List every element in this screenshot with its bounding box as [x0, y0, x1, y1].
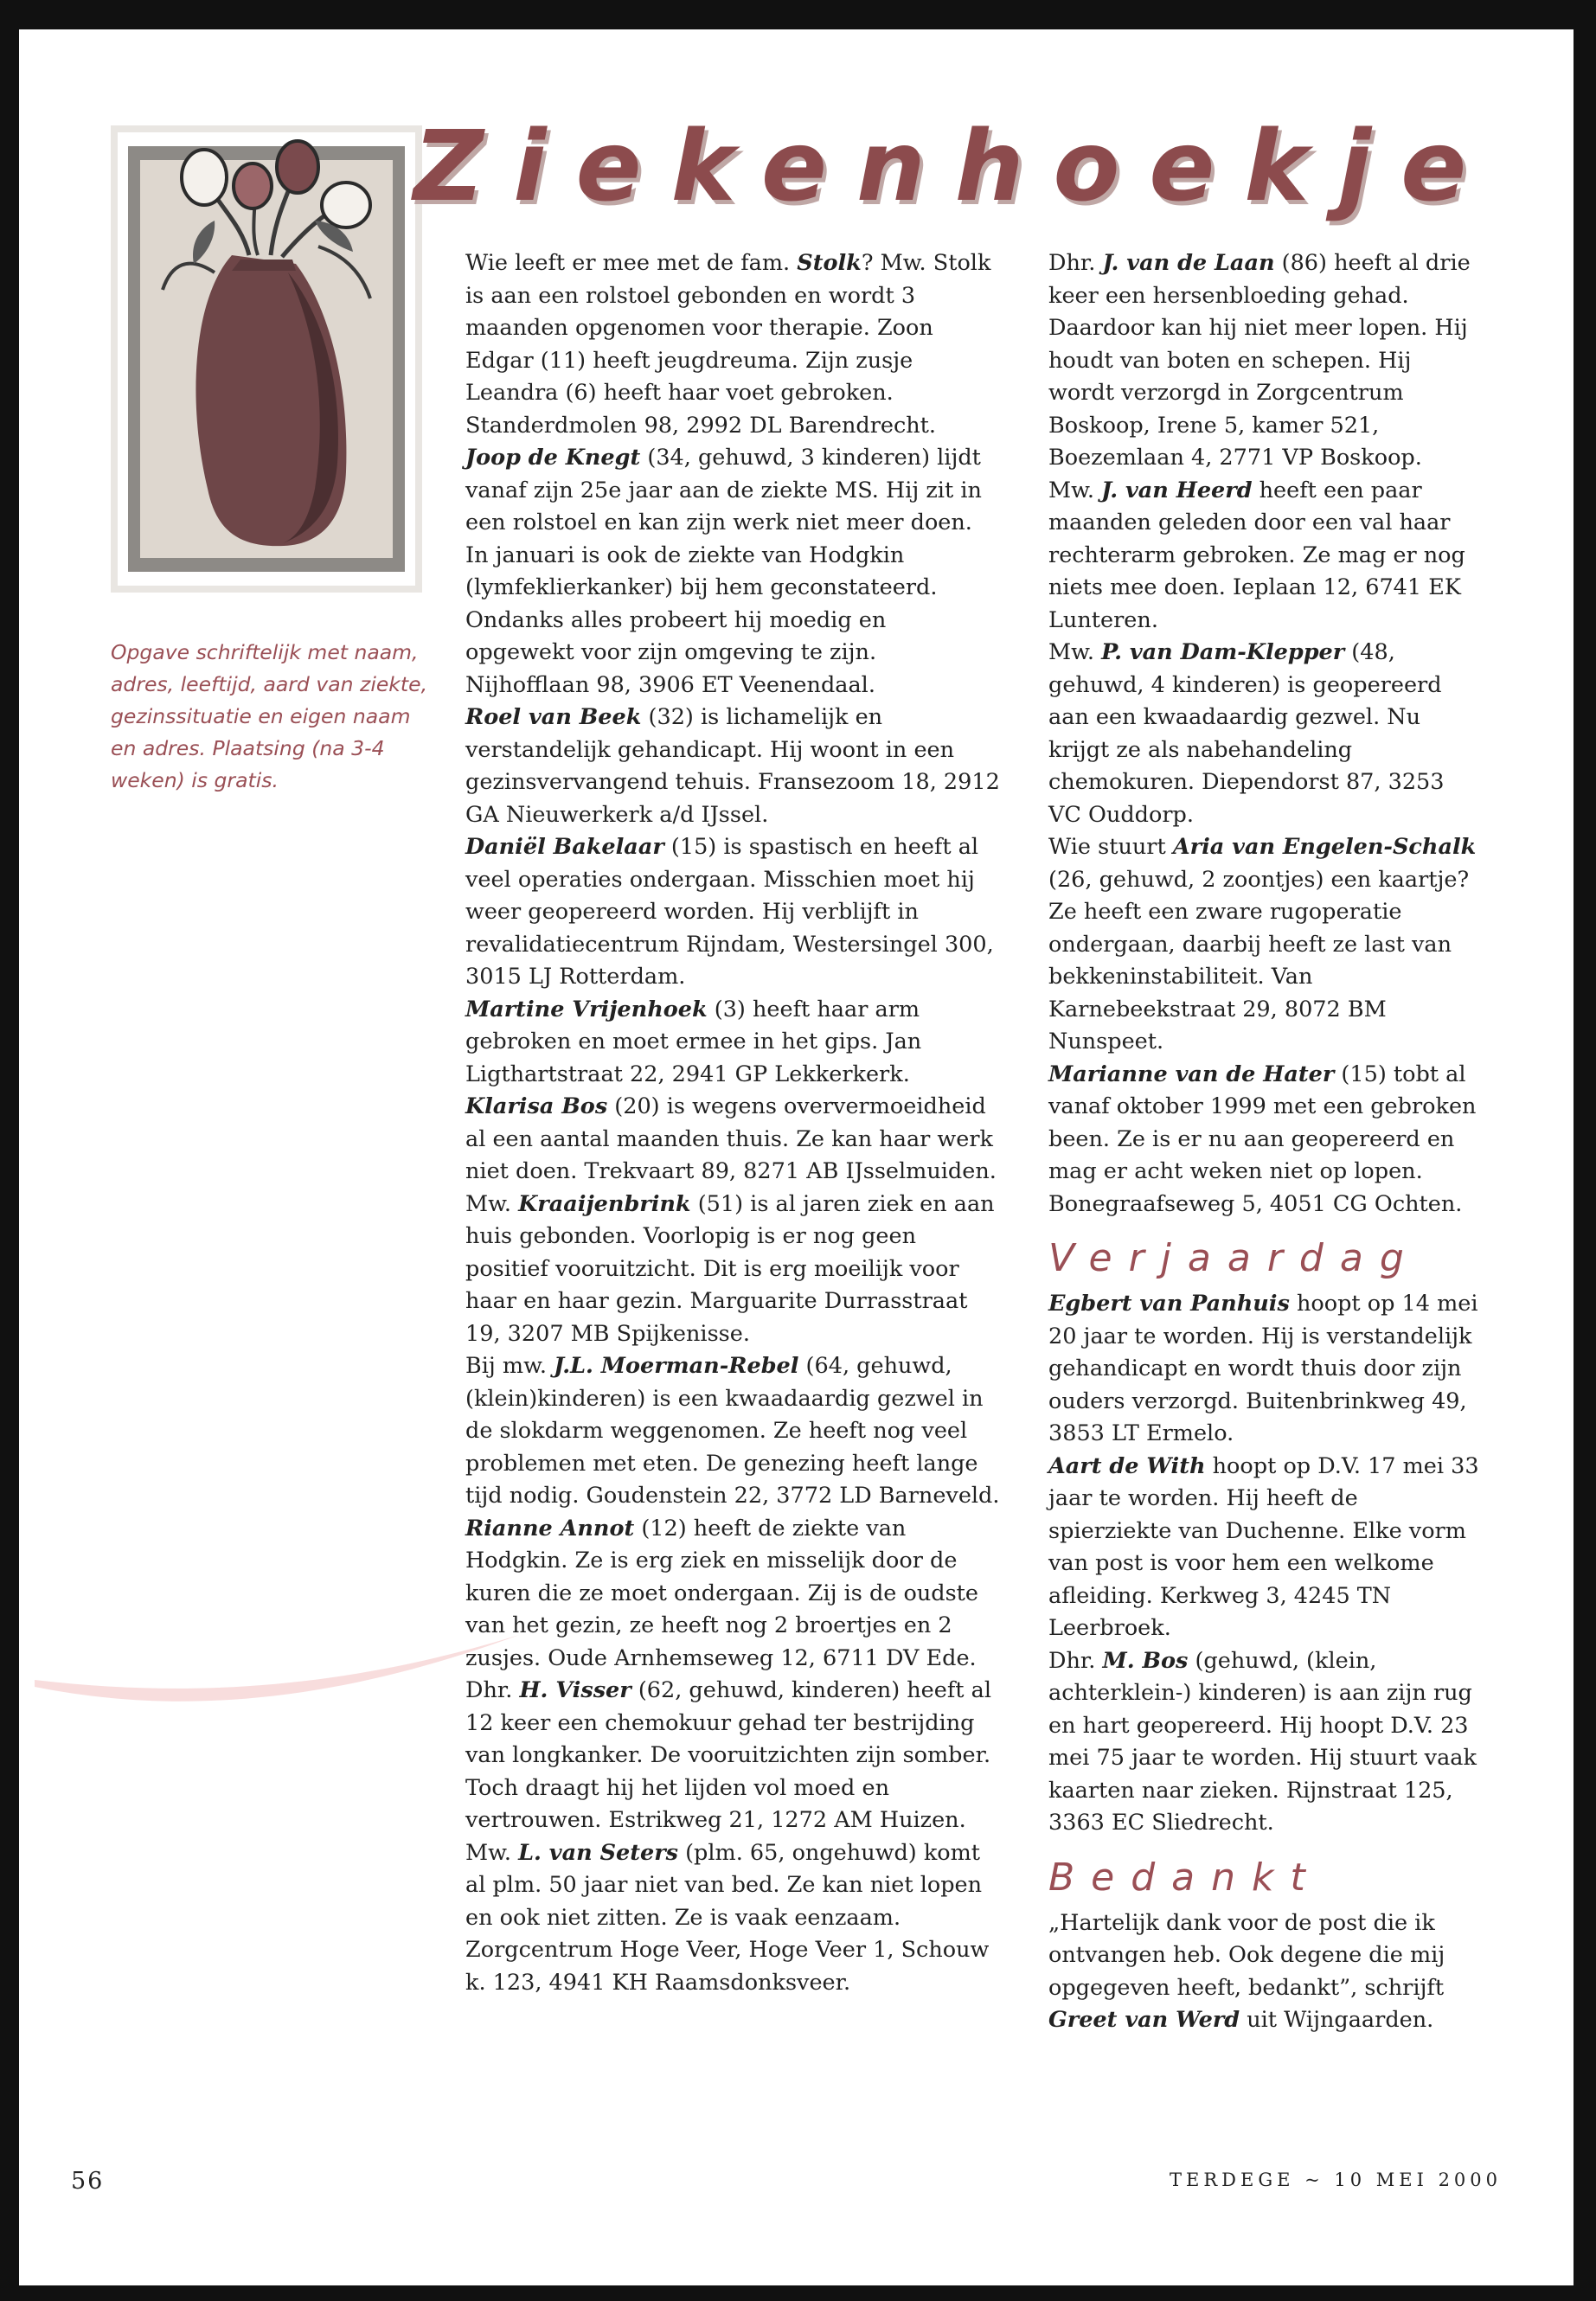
scan-border-top — [0, 0, 1596, 29]
column-left — [465, 247, 1002, 1999]
list-item: Bij mw. J.L. Moerman-Rebel (64, gehuwd, (klein)kinderen) is een kwaadaardig gezwel in de slokdarm weggenomen. Ze heeft nog veel problemen met eten. De genezing heeft lange tijd nodig. Goudenstein 22, 3772 LD Barneveld. — [465, 1353, 1000, 1509]
scan-border-right — [1574, 0, 1596, 2301]
list-item: Klarisa Bos (20) is wegens oververmoeidheid al een aantal maanden thuis. Ze kan haar werk niet doen. Trekvaart 89, 8271 AB IJsselmuiden. — [465, 1093, 997, 1184]
page-number: 56 — [71, 2168, 105, 2195]
list-item: Mw. P. van Dam-Klepper (48, gehuwd, 4 kinderen) is geopereerd aan een kwaadaardig gezwel. Nu krijgt ze als nabehandeling chemokuren. Diependorst 87, 3253 VC Ouddorp. — [1048, 639, 1445, 828]
scan-border-bottom — [0, 2285, 1596, 2301]
list-item: Martine Vrijenhoek (3) heeft haar arm gebroken en moet ermee in het gips. Jan Ligthartstraat 22, 2941 GP Lekkerkerk. — [465, 996, 922, 1087]
list-item: Daniël Bakelaar (15) is spastisch en heeft al veel operaties ondergaan. Misschien moet hij weer geopereerd worden. Hij verblijft in revalidatiecentrum Rijndam, Westersingel 300, 3015 LJ Rotterdam. — [465, 834, 994, 990]
list-item: Joop de Knegt (34, gehuwd, 3 kinderen) lijdt vanaf zijn 25e jaar aan de ziekte MS. Hij zit in een rolstoel en kan zijn werk niet meer doen. In januari is ook de ziekte van Hodgkin (lymfeklierkanker) bij hem geconstateerd. Ondanks alles probeert hij moedig en opgewekt voor zijn omgeving te zijn. Nijhofflaan 98, 3906 ET Veenendaal. — [465, 445, 982, 698]
list-item: Aart de With hoopt op D.V. 17 mei 33 jaar te worden. Hij heeft de spierziekte van Duchenne. Elke vorm van post is voor hem een welkome afleiding. Kerkweg 3, 4245 TN Leerbroek. — [1048, 1452, 1479, 1641]
bedankt-heading: Bedankt — [1048, 1855, 1322, 1900]
tulips-vase-illustration — [111, 125, 422, 593]
list-item: Roel van Beek (32) is lichamelijk en verstandelijk gehandicapt. Hij woont in een gezinsvervangend tehuis. Fransezoom 18, 2912 GA Nieuwerkerk a/d IJssel. — [465, 704, 1000, 828]
list-item: Dhr. M. Bos (gehuwd, (klein, achterklein-) kinderen) is aan zijn rug en hart geopereerd. Hij hoopt D.V. 23 mei 75 jaar te worden. Hij stuurt vaak kaarten naar zieken. Rijnstraat 125, 3363 EC Sliedrecht. — [1048, 1647, 1477, 1836]
column-right — [1048, 247, 1481, 2037]
list-item: Dhr. H. Visser (62, gehuwd, kinderen) heeft al 12 keer een chemokuur gehad ter bestrijding van longkanker. De vooruitzichten zijn somber. Toch draagt hij het lijden vol moed en vertrouwen. Estrikweg 21, 1272 AM Huizen. — [465, 1677, 992, 1833]
list-item: „Hartelijk dank voor de post die ik ontvangen heb. Ook degene die mij opgegeven heeft, bedankt”, schrijft Greet van Werd uit Wijngaarden. — [1048, 1909, 1445, 2033]
list-item: Mw. L. van Seters (plm. 65, ongehuwd) komt al plm. 50 jaar niet van bed. Ze kan niet lopen en ook niet zitten. Ze is vaak eenzaam. Zorgcentrum Hoge Veer, Hoge Veer 1, Schouw k. 123, 4941 KH Raamsdonksveer. — [465, 1839, 990, 1996]
list-item: Rianne Annot (12) heeft de ziekte van Hodgkin. Ze is erg ziek en misselijk door de kuren die ze moet ondergaan. Zij is de oudste van het gezin, ze heeft nog 2 broertjes en 2 zusjes. Oude Arnhemseweg 12, 6711 DV Ede. — [465, 1515, 978, 1671]
list-item: Mw. J. van Heerd heeft een paar maanden geleden door een val haar rechterarm gebroken. Ze mag er nog niets mee doen. Ieplaan 12, 6741 EK Lunteren. — [1048, 477, 1465, 633]
list-item: Wie stuurt Aria van Engelen-Schalk (26, gehuwd, 2 zoontjes) een kaartje? Ze heeft een zware rugoperatie ondergaan, daarbij heeft ze last van bekkeninstabiliteit. Van Karnebeekstraat 29, 8072 BM Nunspeet. — [1048, 834, 1477, 1054]
list-item: Dhr. J. van de Laan (86) heeft al drie keer een hersenbloeding gehad. Daardoor kan hij niet meer lopen. Hij houdt van boten en schepen. Hij wordt verzorgd in Zorgcentrum Boskoop, Irene 5, kamer 521, Boezemlaan 4, 2771 VP Boskoop. — [1048, 250, 1471, 471]
submission-caption: Opgave schriftelijk met naam, adres, leeftijd, aard van ziekte, gezinssituatie en eigen naam en adres. Plaatsing (na 3-4 weken) is gratis. — [111, 639, 428, 792]
list-item: Mw. Kraaijenbrink (51) is al jaren ziek en aan huis gebonden. Voorlopig is er nog geen positief vooruitzicht. Dit is erg moeilijk voor haar en haar gezin. Marguarite Durrasstraat 19, 3207 MB Spijkenisse. — [465, 1190, 995, 1347]
running-footer: TERDEGE ~ 10 MEI 2000 — [1170, 2170, 1503, 2190]
list-item: Egbert van Panhuis hoopt op 14 mei 20 jaar te worden. Hij is verstandelijk gehandicapt en wordt thuis door zijn ouders verzorgd. Buitenbrinkweg 49, 3853 LT Ermelo. — [1048, 1291, 1478, 1446]
scan-border-left — [0, 0, 19, 2301]
list-item: Wie leeft er mee met de fam. Stolk? Mw. Stolk is aan een rolstoel gebonden en wordt 3 maanden opgenomen voor therapie. Zoon Edgar (11) heeft jeugdreuma. Zijn zusje Leandra (6) heeft haar voet gebroken. Standerdmolen 98, 2992 DL Barendrecht. — [465, 250, 991, 439]
list-item: Marianne van de Hater (15) tobt al vanaf oktober 1999 met een gebroken been. Ze is er nu aan geopereerd en mag er acht weken niet op lopen. Bonegraafseweg 5, 4051 CG Ochten. — [1048, 1061, 1477, 1217]
verjaardag-heading: Verjaardag — [1048, 1236, 1420, 1280]
page-title: Ziekenhoekje — [413, 111, 1497, 223]
decorative-swoosh — [35, 1626, 519, 1721]
